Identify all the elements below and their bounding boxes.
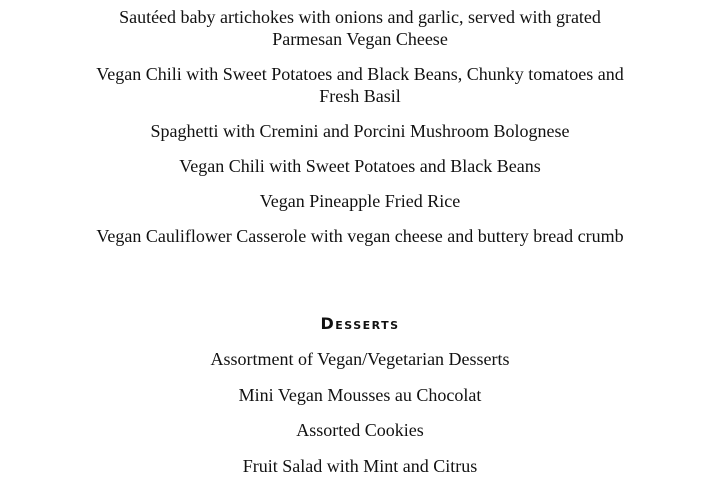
desserts-list xyxy=(0,348,720,490)
menu-item: Spaghetti with Cremini and Porcini Mushroom Bolognese xyxy=(150,121,570,141)
desserts-heading: Desserts xyxy=(320,314,400,333)
menu-item: Vegan Chili with Sweet Potatoes and Black Beans, Chunky tomatoes and Fresh Basil xyxy=(96,64,624,106)
menu-item: Vegan Chili with Sweet Potatoes and Black Beans xyxy=(179,156,541,176)
dessert-item: Assortment of Vegan/Vegetarian Desserts xyxy=(210,349,510,369)
menu-item: Vegan Pineapple Fried Rice xyxy=(259,191,461,211)
menu-item: Vegan Cauliflower Casserole with vegan cheese and buttery bread crumb xyxy=(96,226,624,246)
dessert-item: Fruit Salad with Mint and Citrus xyxy=(242,455,478,476)
menu-item: Sautéed baby artichokes with onions and garlic, served with grated Parmesan Vegan Cheese xyxy=(119,7,601,49)
dessert-item: Assorted Cookies xyxy=(296,420,424,440)
entrees-list xyxy=(0,6,720,260)
dessert-item: Mini Vegan Mousses au Chocolat xyxy=(238,384,482,405)
